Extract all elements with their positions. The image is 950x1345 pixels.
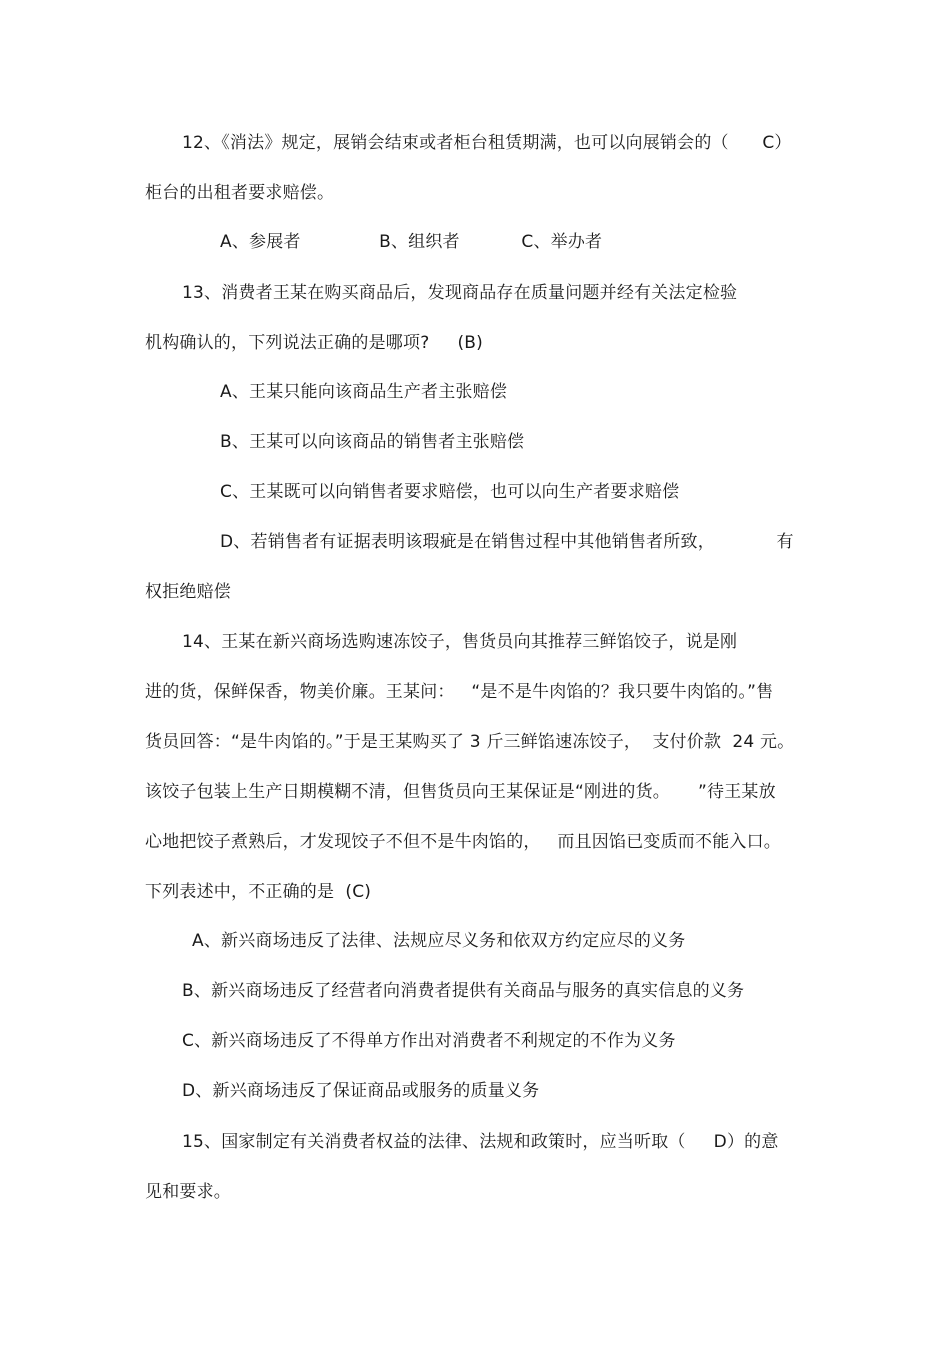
question-13-option-d-line-2: 权拒绝赔偿	[145, 582, 231, 602]
question-13-option-d-line-1: D、若销售者有证据表明该瑕疵是在销售过程中其他销售者所致， 有	[220, 532, 794, 552]
question-14-line-6: 下列表述中，不正确的是 (C)	[145, 882, 372, 902]
question-12-line-1: 12、《消法》规定，展销会结束或者柜台租赁期满，也可以向展销会的（ C）	[182, 133, 792, 153]
question-14-line-4: 该饺子包装上生产日期模糊不清，但售货员向王某保证是“刚进的货。 ”待王某放	[145, 782, 776, 802]
question-12-options: A、参展者 B、组织者 C、举办者	[220, 232, 603, 252]
question-14-option-a: A、新兴商场违反了法律、法规应尽义务和依双方约定应尽的义务	[192, 931, 686, 951]
question-14-line-2: 进的货，保鲜保香，物美价廉。王某问： “是不是牛肉馅的？我只要牛肉馅的。”售	[145, 682, 774, 702]
question-13-option-b: B、王某可以向该商品的销售者主张赔偿	[220, 432, 525, 452]
question-14-option-c: C、新兴商场违反了不得单方作出对消费者不利规定的不作为义务	[182, 1031, 676, 1051]
question-13-option-c: C、王某既可以向销售者要求赔偿，也可以向生产者要求赔偿	[220, 482, 680, 502]
question-14-option-d: D、新兴商场违反了保证商品或服务的质量义务	[182, 1081, 540, 1101]
question-14-line-3: 货员回答：“是牛肉馅的。”于是王某购买了 3 斤三鲜馅速冻饺子， 支付价款 24 元。	[145, 732, 795, 752]
question-14-line-5: 心地把饺子煮熟后，才发现饺子不但不是牛肉馅的， 而且因馅已变质而不能入口。	[145, 832, 782, 852]
question-15-line-1: 15、国家制定有关消费者权益的法律、法规和政策时，应当听取（ D）的意	[182, 1132, 779, 1152]
question-14-option-b: B、新兴商场违反了经营者向消费者提供有关商品与服务的真实信息的义务	[182, 981, 745, 1001]
question-15-line-2: 见和要求。	[145, 1182, 231, 1202]
question-12-line-2: 柜台的出租者要求赔偿。	[145, 183, 335, 203]
question-14-line-1: 14、王某在新兴商场选购速冻饺子，售货员向其推荐三鲜馅饺子，说是刚	[182, 632, 738, 652]
question-13-option-a: A、王某只能向该商品生产者主张赔偿	[220, 382, 508, 402]
question-13-line-2: 机构确认的，下列说法正确的是哪项? (B)	[145, 333, 483, 353]
question-13-line-1: 13、消费者王某在购买商品后，发现商品存在质量问题并经有关法定检验	[182, 283, 738, 303]
